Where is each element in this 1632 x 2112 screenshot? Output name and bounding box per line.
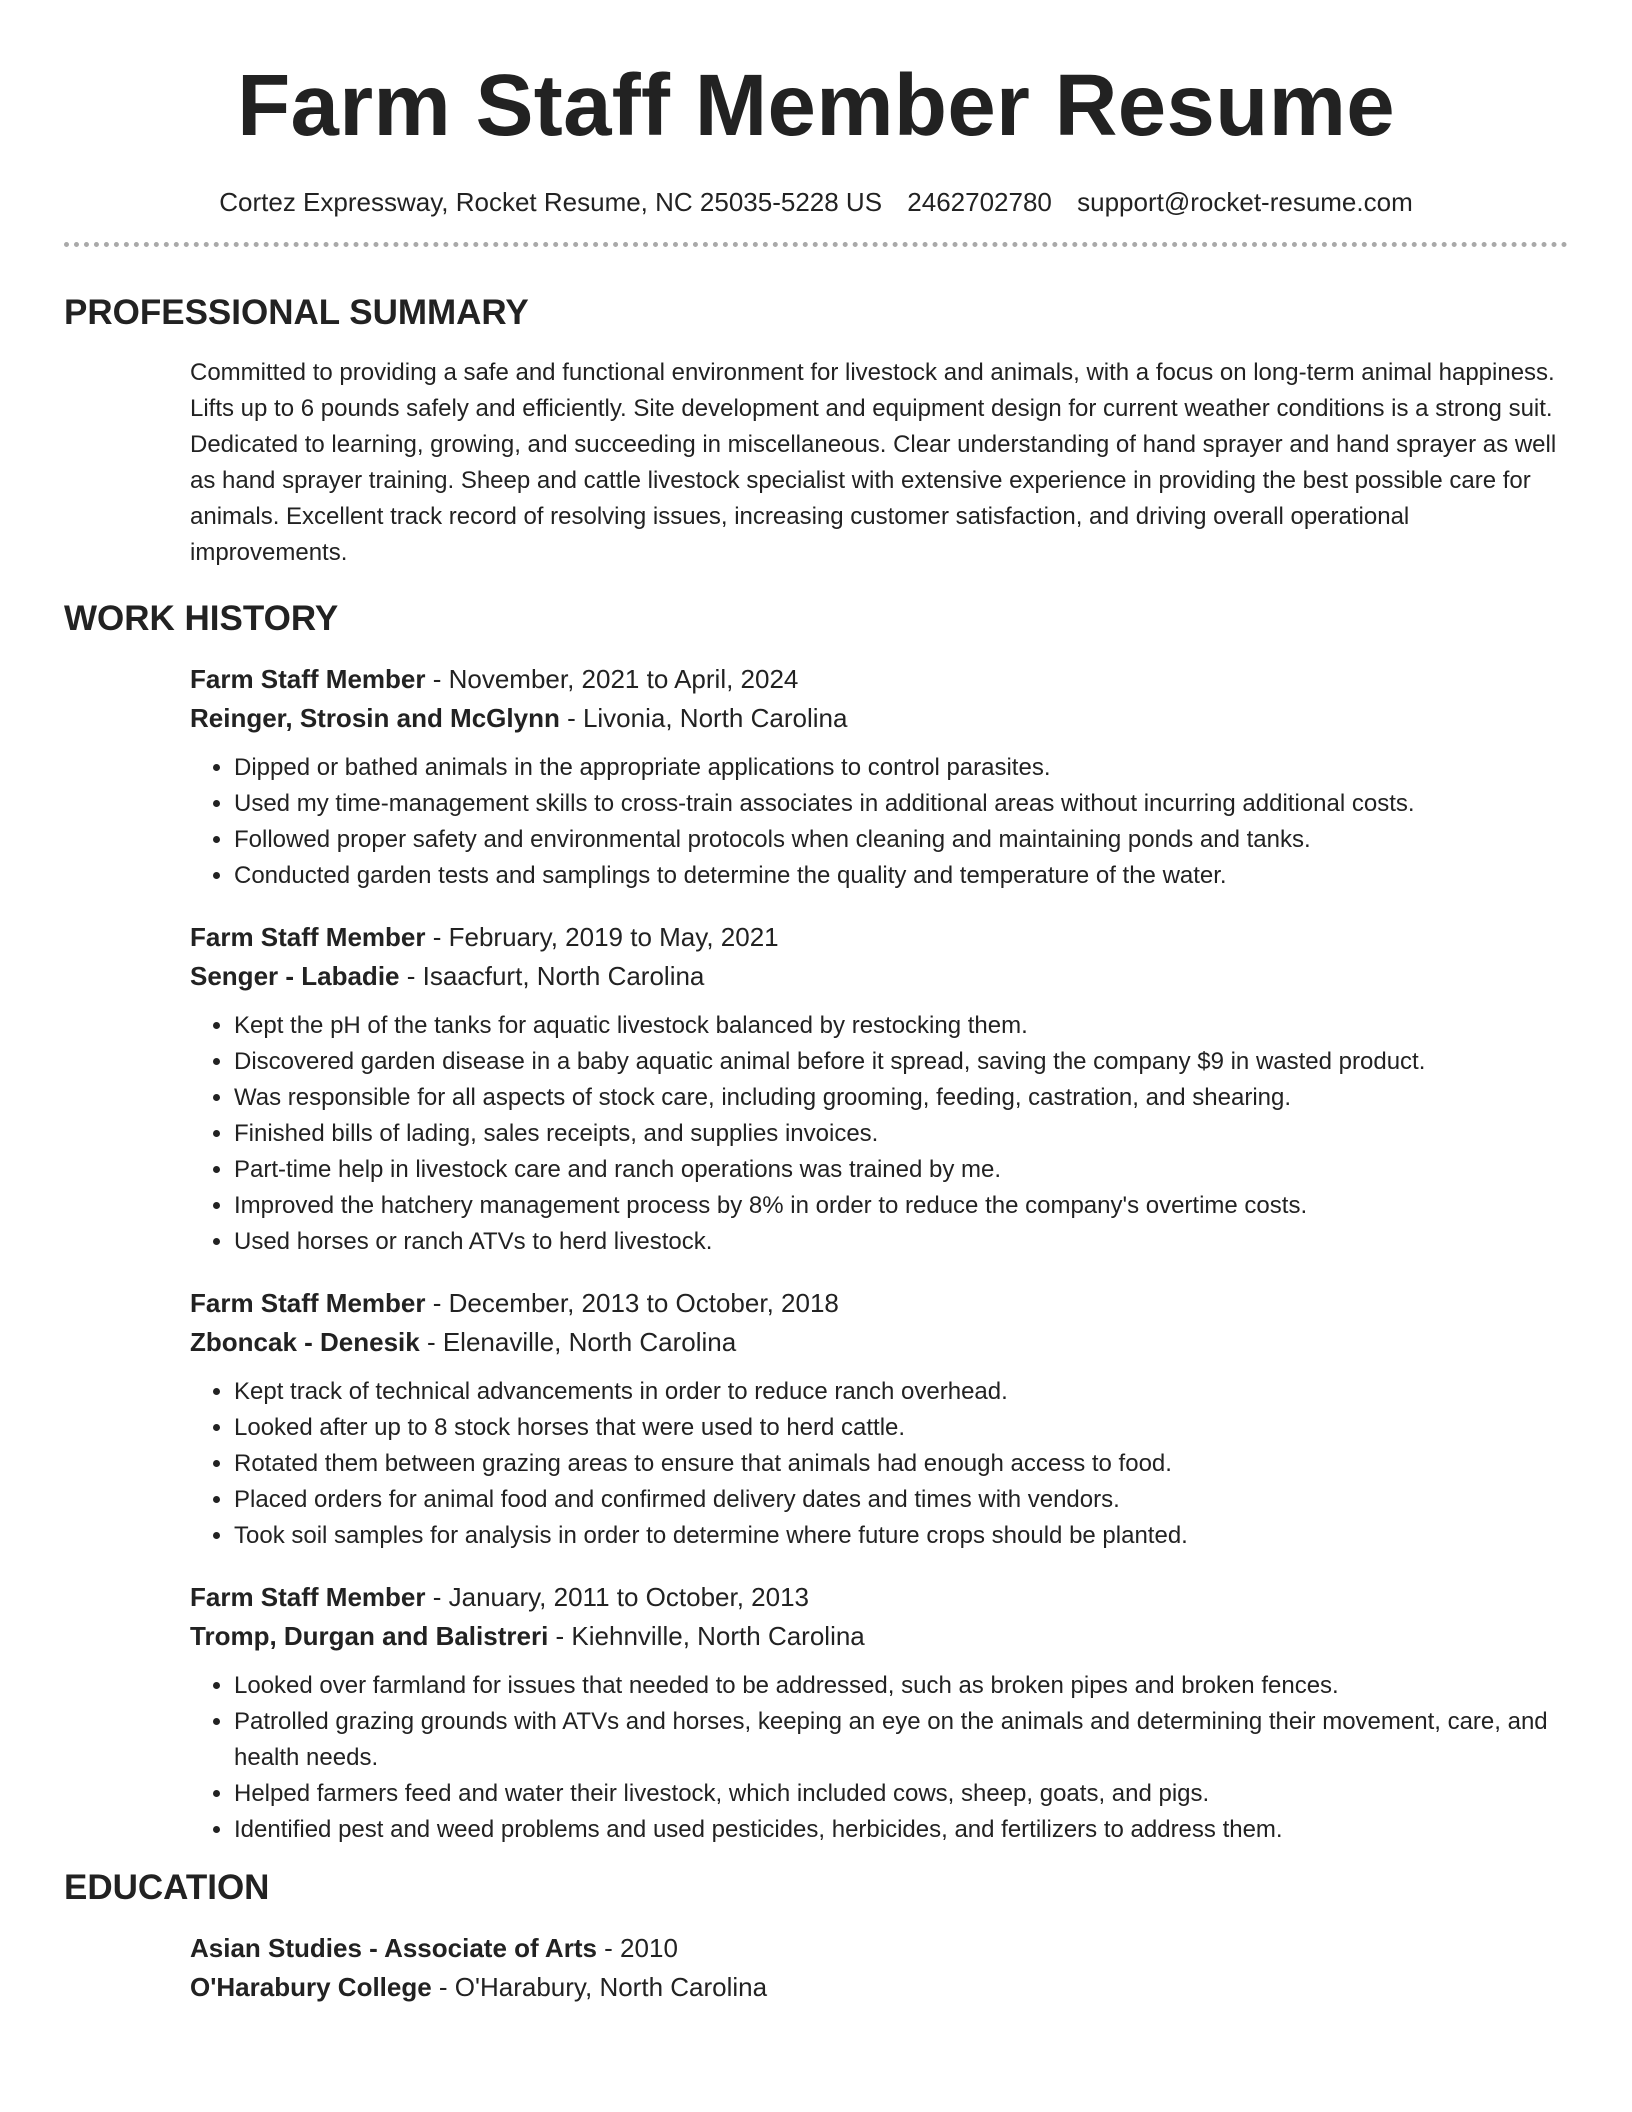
job-dates: - November, 2021 to April, 2024 [425,664,799,694]
job-duties-list [190,1008,1568,1260]
job-duty: • Was responsible for all aspects of stock care, including grooming, feeding, castration, and shearing. [234,1080,1568,1116]
job-duty: • Placed orders for animal food and confirmed delivery dates and times with vendors. [234,1482,1568,1518]
resume-title: Farm Staff Member Resume [237,57,1395,154]
job-duty: • Improved the hatchery management process by 8% in order to reduce the company's overtime costs. [234,1188,1568,1224]
job-title: Farm Staff Member [190,922,426,952]
job-entry [190,918,1568,1260]
education-entry [190,1929,1568,2007]
job-title: Farm Staff Member [190,1288,426,1318]
contact-email: support@rocket-resume.com [1077,187,1413,217]
header-divider [64,242,1568,247]
job-duty: • Rotated them between grazing areas to ensure that animals had enough access to food. [234,1446,1568,1482]
job-title-line [190,1284,1568,1323]
job-duties-list [190,1374,1568,1554]
job-dates: - February, 2019 to May, 2021 [425,922,779,952]
job-duty: • Finished bills of lading, sales receipts, and supplies invoices. [234,1116,1568,1152]
job-company: Senger - Labadie [190,961,400,991]
job-title: Farm Staff Member [190,664,426,694]
job-duty: • Used my time-management skills to cross-train associates in additional areas without incurring additional costs. [234,786,1568,822]
job-company-line [190,1323,1568,1362]
job-title-line [190,918,1568,957]
job-location: - Kiehnville, North Carolina [548,1621,865,1651]
job-entry [190,1284,1568,1554]
degree-line [190,1929,1568,1968]
degree-year: - 2010 [596,1933,678,1963]
education-heading: EDUCATION [64,1868,270,1907]
summary-heading: PROFESSIONAL SUMMARY [64,293,529,332]
work-history-heading: WORK HISTORY [64,599,339,638]
job-duty: • Took soil samples for analysis in order to determine where future crops should be planted. [234,1518,1568,1554]
job-dates: - December, 2013 to October, 2018 [425,1288,839,1318]
school-line [190,1968,1568,2007]
job-duty: • Followed proper safety and environmental protocols when cleaning and maintaining ponds and tanks. [234,822,1568,858]
job-duty: • Conducted garden tests and samplings to determine the quality and temperature of the water. [234,858,1568,894]
job-duty: • Part-time help in livestock care and ranch operations was trained by me. [234,1152,1568,1188]
job-title-line [190,1578,1568,1617]
contact-info [64,185,1568,219]
school-name: O'Harabury College [190,1972,432,2002]
job-duty: • Identified pest and weed problems and used pesticides, herbicides, and fertilizers to address them. [234,1812,1568,1848]
resume-page [64,0,1568,2007]
job-company-line [190,957,1568,996]
job-dates: - January, 2011 to October, 2013 [425,1582,809,1612]
contact-address: Cortez Expressway, Rocket Resume, NC 25035-5228 US [219,187,883,217]
job-duty: • Looked over farmland for issues that needed to be addressed, such as broken pipes and broken fences. [234,1668,1568,1704]
job-location: - Elenaville, North Carolina [419,1327,737,1357]
job-company: Zboncak - Denesik [190,1327,420,1357]
job-duty: • Helped farmers feed and water their livestock, which included cows, sheep, goats, and pigs. [234,1776,1568,1812]
job-duty: • Patrolled grazing grounds with ATVs and horses, keeping an eye on the animals and determining their movement, care, and health needs. [234,1704,1568,1776]
job-duty: • Discovered garden disease in a baby aquatic animal before it spread, saving the company $9 in wasted product. [234,1044,1568,1080]
job-entry [190,1578,1568,1848]
job-title: Farm Staff Member [190,1582,426,1612]
job-entry [190,660,1568,894]
job-duty: • Dipped or bathed animals in the appropriate applications to control parasites. [234,750,1568,786]
job-duty: • Used horses or ranch ATVs to herd livestock. [234,1224,1568,1260]
job-duty: • Kept the pH of the tanks for aquatic livestock balanced by restocking them. [234,1008,1568,1044]
job-company: Reinger, Strosin and McGlynn [190,703,560,733]
degree-name: Asian Studies - Associate of Arts [190,1933,597,1963]
summary-text: Committed to providing a safe and functional environment for livestock and animals, with a focus on long-term animal happiness. Lifts up to 6 pounds safely and efficiently. Site development and equipment design for current weather conditions is a strong suit. Dedicated to learning, growing, and succeeding in miscellaneous. Clear understanding of hand sprayer and hand sprayer as well as hand sprayer training. Sheep and cattle livestock specialist with extensive experience in providing the best possible care for animals. Excellent track record of resolving issues, increasing customer satisfaction, and driving overall operational improvements. [190,359,1557,566]
job-company-line [190,699,1568,738]
job-company-line [190,1617,1568,1656]
contact-phone: 2462702780 [907,187,1052,217]
job-duties-list [190,1668,1568,1848]
school-location: - O'Harabury, North Carolina [431,1972,768,2002]
job-duty: • Kept track of technical advancements in order to reduce ranch overhead. [234,1374,1568,1410]
job-duty: • Looked after up to 8 stock horses that were used to herd cattle. [234,1410,1568,1446]
job-company: Tromp, Durgan and Balistreri [190,1621,549,1651]
job-duties-list [190,750,1568,894]
job-location: - Isaacfurt, North Carolina [399,961,705,991]
job-title-line [190,660,1568,699]
job-location: - Livonia, North Carolina [559,703,848,733]
